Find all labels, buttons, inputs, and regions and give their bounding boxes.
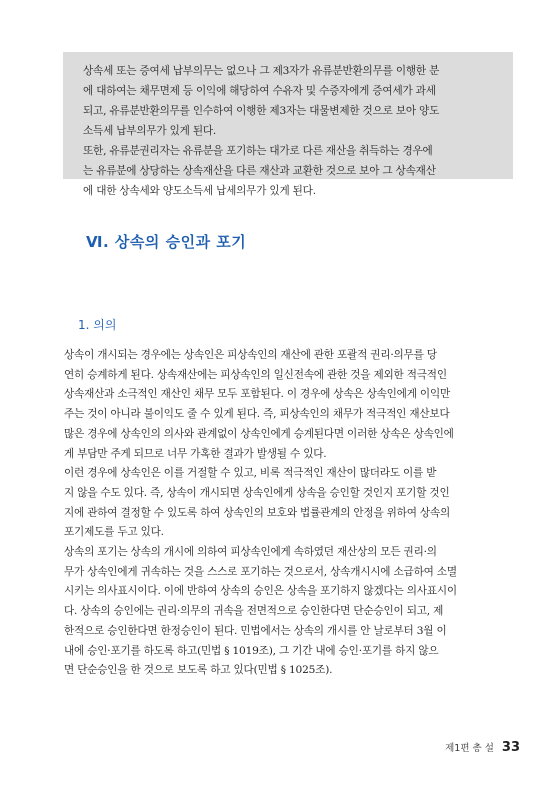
body-line: 상속의 포기는 상속의 개시에 의하여 피상속인에게 속하였던 재산상의 모든 권리·의 bbox=[64, 546, 437, 559]
body-line: 다. 상속의 승인에는 권리·의무의 귀속을 전면적으로 승인한다면 단순승인이 되고, 제 bbox=[64, 605, 444, 618]
body-line: 면 단순승인을 한 것으로 보도록 하고 있다(민법 § 1025조). bbox=[64, 664, 333, 677]
body-line: 포기제도를 두고 있다. bbox=[64, 526, 164, 539]
note-line: 또한, 유류분권리자는 유류분을 포기하는 대가로 다른 재산을 취득하는 경우에 bbox=[83, 145, 433, 157]
body-paragraph-1 bbox=[64, 346, 514, 464]
body-line: 지 않을 수도 있다. 즉, 상속이 개시되면 상속인에게 상속을 승인할 것인지 포기할 것인 bbox=[64, 486, 450, 499]
note-line: 되고, 유류분반환의무를 인수하여 이행한 제3자는 대물변제한 것으로 보아 양도 bbox=[83, 105, 440, 117]
body-line: 상속재산과 소극적인 재산인 채무 모두 포함된다. 이 경우에 상속은 상속인에게 이익만 bbox=[64, 388, 451, 401]
body-line: 시키는 의사표시이다. 이에 반하여 상속의 승인은 상속을 포기하지 않겠다는 의사표시이 bbox=[64, 585, 457, 598]
body-line: 상속이 개시되는 경우에는 상속인은 피상속인의 재산에 관한 포괄적 권리·의무를 당 bbox=[64, 349, 437, 361]
page-footer bbox=[445, 740, 520, 755]
body-line: 많은 경우에 상속인의 의사와 관계없이 상속인에게 승계된다면 이러한 상속은 상속인에 bbox=[64, 427, 454, 440]
body-line: 내에 승인·포기를 하도록 하고(민법 § 1019조), 그 기간 내에 승인·포기를 하지 않으 bbox=[64, 644, 439, 657]
chapter-label: 제1편 총 설 bbox=[445, 743, 494, 754]
body-line: 연히 승계하게 된다. 상속재산에는 피상속인의 일신전속에 관한 것을 제외한 적극적인 bbox=[64, 368, 447, 381]
body-line: 지에 관하여 결정할 수 있도록 하여 상속인의 보호와 법률관계의 안정을 위하여 상속의 bbox=[64, 506, 451, 519]
subsection-title: 1. 의의 bbox=[78, 318, 117, 332]
body-text bbox=[64, 346, 514, 681]
page-number: 33 bbox=[501, 740, 520, 755]
note-line: 에 대한 상속세와 양도소득세 납세의무가 있게 된다. bbox=[83, 185, 316, 197]
note-paragraph-2 bbox=[83, 141, 497, 201]
body-line: 게 부담만 주게 되므로 너무 가혹한 결과가 발생될 수 있다. bbox=[64, 447, 327, 460]
body-line: 한적으로 승인한다면 한정승인이 된다. 민법에서는 상속의 개시를 안 날로부터 3월 이 bbox=[64, 624, 447, 637]
body-paragraph-3 bbox=[64, 543, 514, 681]
note-paragraph-1 bbox=[83, 61, 497, 141]
body-line: 이런 경우에 상속인은 이를 거절할 수 있고, 비록 적극적인 재산이 많더라도 이를 받 bbox=[64, 467, 437, 480]
section-title: Ⅵ. 상속의 승인과 포기 bbox=[86, 233, 247, 251]
note-line: 소득세 납부의무가 있게 된다. bbox=[83, 125, 217, 137]
note-line: 에 대하여는 채무면제 등 이익에 해당하여 수유자 및 수증자에게 증여세가 과세 bbox=[83, 85, 436, 97]
note-line: 상속세 또는 증여세 납부의무는 없으나 그 제3자가 유류분반환의무를 이행한 분 bbox=[83, 65, 440, 77]
body-line: 무가 상속인에게 귀속하는 것을 스스로 포기하는 것으로서, 상속개시시에 소급하여 소멸 bbox=[64, 565, 457, 578]
note-box bbox=[63, 52, 513, 197]
note-line: 는 유류분에 상당하는 상속재산을 다른 재산과 교환한 것으로 보아 그 상속재산 bbox=[83, 165, 436, 177]
body-paragraph-2 bbox=[64, 464, 514, 543]
body-line: 주는 것이 아니라 불이익도 줄 수 있게 된다. 즉, 피상속인의 채무가 적극적인 재산보다 bbox=[64, 408, 450, 421]
